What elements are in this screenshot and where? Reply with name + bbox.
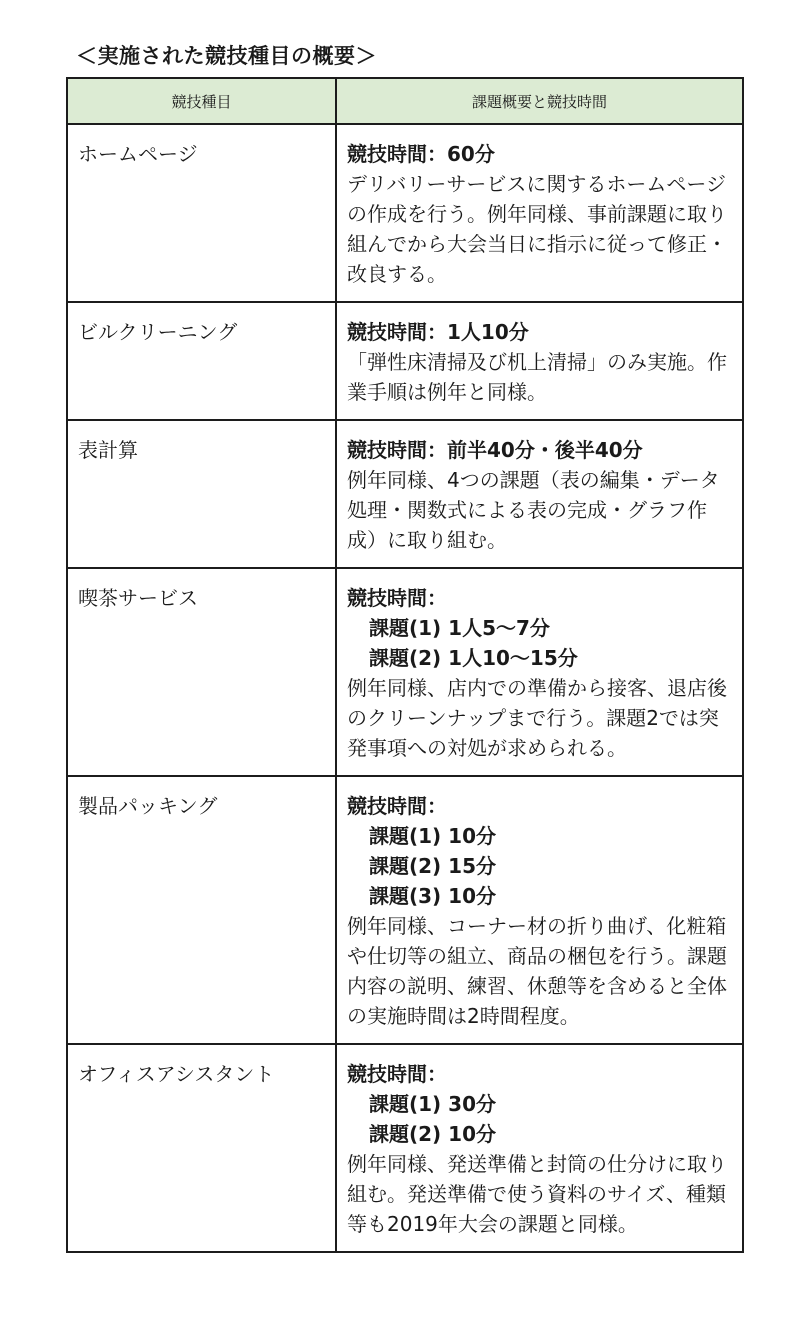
event-description: 例年同様、コーナー材の折り曲げ、化粧箱や仕切等の組立、商品の梱包を行う。課題内容の説明、練習、休憩等を含めると全体の実施時間は2時間程度。 bbox=[347, 914, 727, 1028]
event-description: デリバリーサービスに関するホームページの作成を行う。例年同様、事前課題に取り組んでから大会当日に指示に従って修正・改良する。 bbox=[347, 172, 727, 286]
subtask-time: 課題(1) 10分 bbox=[369, 824, 496, 848]
events-table bbox=[66, 77, 744, 1253]
competition-time: 競技時間： bbox=[347, 1062, 447, 1086]
competition-time: 競技時間： bbox=[347, 586, 447, 610]
subtask-time: 課題(2) 10分 bbox=[369, 1122, 496, 1146]
competition-time: 競技時間：1人10分 bbox=[347, 320, 529, 344]
page-title: ＜実施された競技種目の概要＞ bbox=[76, 44, 377, 68]
subtask-time: 課題(1) 1人5～7分 bbox=[369, 616, 550, 640]
event-description: 例年同様、4つの課題（表の編集・データ処理・関数式による表の完成・グラフ作成）に取り組む。 bbox=[347, 468, 720, 552]
event-detail bbox=[336, 302, 743, 420]
competition-time: 競技時間：60分 bbox=[347, 142, 495, 166]
event-description: 例年同様、発送準備と封筒の仕分けに取り組む。発送準備で使う資料のサイズ、種類等も2019年大会の課題と同様。 bbox=[347, 1152, 727, 1236]
event-name: オフィスアシスタント bbox=[67, 1044, 336, 1252]
event-detail bbox=[336, 420, 743, 568]
subtask-time: 課題(3) 10分 bbox=[369, 884, 496, 908]
subtask-time: 課題(1) 30分 bbox=[369, 1092, 496, 1116]
competition-time: 競技時間： bbox=[347, 794, 447, 818]
event-name: 喫茶サービス bbox=[67, 568, 336, 776]
event-name: 製品パッキング bbox=[67, 776, 336, 1044]
table-row bbox=[67, 420, 743, 568]
event-description: 例年同様、店内での準備から接客、退店後のクリーンナップまで行う。課題2では突発事項への対処が求められる。 bbox=[347, 676, 727, 760]
event-description: 「弾性床清掃及び机上清掃」のみ実施。作業手順は例年と同様。 bbox=[347, 350, 727, 404]
table-row bbox=[67, 568, 743, 776]
event-detail bbox=[336, 1044, 743, 1252]
event-name: 表計算 bbox=[67, 420, 336, 568]
event-detail bbox=[336, 568, 743, 776]
table-row bbox=[67, 302, 743, 420]
column-header-summary: 課題概要と競技時間 bbox=[336, 78, 743, 124]
event-detail bbox=[336, 124, 743, 302]
table-header-row bbox=[67, 78, 743, 124]
table-row bbox=[67, 776, 743, 1044]
event-detail bbox=[336, 776, 743, 1044]
subtask-time: 課題(2) 15分 bbox=[369, 854, 496, 878]
table-row bbox=[67, 1044, 743, 1252]
event-name: ホームページ bbox=[67, 124, 336, 302]
column-header-event: 競技種目 bbox=[67, 78, 336, 124]
competition-time: 競技時間：前半40分・後半40分 bbox=[347, 438, 643, 462]
event-name: ビルクリーニング bbox=[67, 302, 336, 420]
subtask-time: 課題(2) 1人10～15分 bbox=[369, 646, 578, 670]
table-row bbox=[67, 124, 743, 302]
